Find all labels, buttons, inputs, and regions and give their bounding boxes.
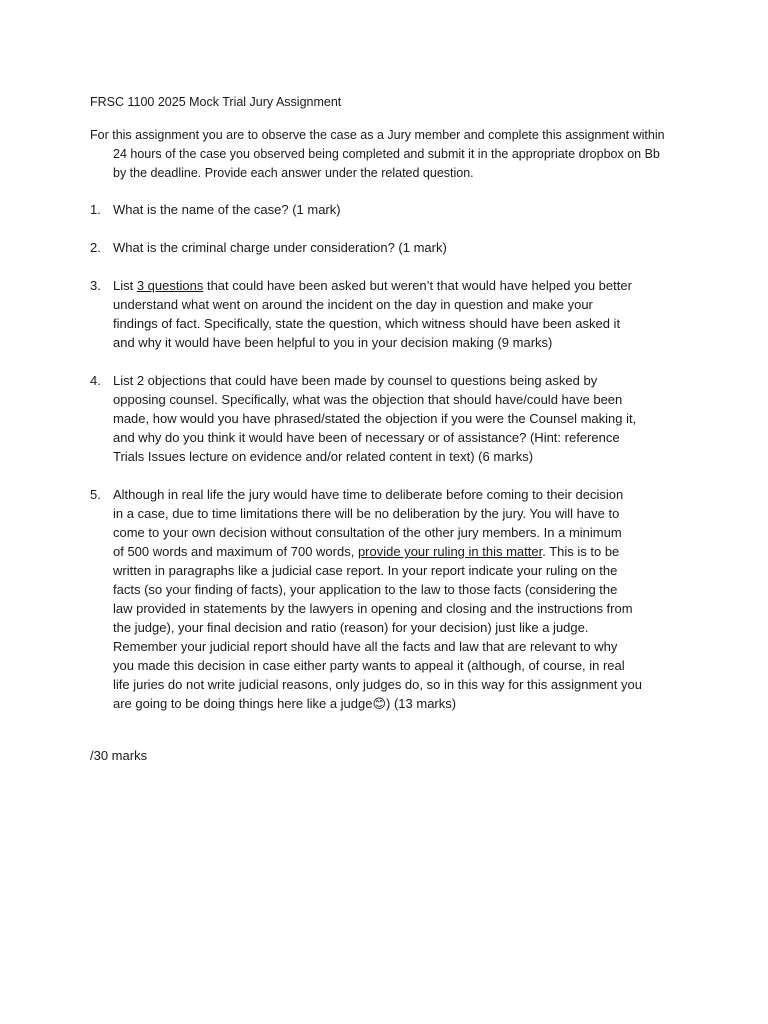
intro-line: by the deadline. Provide each answer under the related question. — [113, 166, 474, 180]
question-number: 2. — [90, 240, 101, 255]
question-text-line: in a case, due to time limitations there will be no deliberation by the jury. You will have to — [113, 506, 620, 521]
question-5 — [90, 485, 690, 713]
question-text-line — [113, 542, 690, 561]
question-text: What is the criminal charge under consideration? (1 mark) — [113, 240, 447, 255]
question-text-line: you made this decision in case either party wants to appeal it (although, of course, in real — [113, 658, 625, 673]
question-text-line: Remember your judicial report should have all the facts and law that are relevant to why — [113, 639, 618, 654]
question-text-line: come to your own decision without consultation of the other jury members. In a minimum — [113, 525, 622, 540]
question-text-line: life juries do not write judicial reasons, only judges do, so in this way for this assignment you — [113, 677, 642, 692]
question-number: 4. — [90, 373, 101, 388]
question-text-line — [113, 276, 690, 295]
question-text-segment: . This is to be — [542, 544, 620, 559]
question-text: What is the name of the case? (1 mark) — [113, 202, 341, 217]
question-3 — [90, 276, 690, 352]
question-text-line: Although in real life the jury would have time to deliberate before coming to their decision — [113, 487, 624, 502]
underlined-phrase: provide your ruling in this matter — [357, 544, 543, 559]
question-1 — [90, 200, 690, 219]
question-text-line: written in paragraphs like a judicial case report. In your report indicate your ruling on the — [113, 563, 618, 578]
question-text-segment: of 500 words and maximum of 700 words, — [113, 544, 358, 559]
question-2 — [90, 238, 690, 257]
intro-paragraph — [90, 126, 680, 183]
question-4 — [90, 371, 690, 466]
question-text-line: findings of fact. Specifically, state the question, which witness should have been asked it — [113, 316, 621, 331]
question-text-line: understand what went on around the incident on the day in question and make your — [113, 297, 593, 312]
question-number: 5. — [90, 487, 101, 502]
question-text-line: and why it would have been helpful to you in your decision making (9 marks) — [113, 335, 553, 350]
question-text-line: made, how would you have phrased/stated the objection if you were the Counsel making it, — [113, 411, 637, 426]
page-title: FRSC 1100 2025 Mock Trial Jury Assignment — [90, 95, 342, 109]
question-number: 1. — [90, 202, 101, 217]
question-text-segment: that could have been asked but weren’t that would have helped you better — [203, 278, 632, 293]
total-marks: /30 marks — [90, 748, 148, 763]
underlined-phrase: 3 questions — [136, 278, 204, 293]
question-text-segment: List — [113, 278, 137, 293]
question-number: 3. — [90, 278, 101, 293]
intro-line: For this assignment you are to observe the case as a Jury member and complete this assignment within — [90, 128, 665, 142]
intro-line: 24 hours of the case you observed being completed and submit it in the appropriate dropbox on Bb — [113, 147, 660, 161]
question-text-line: Trials Issues lecture on evidence and/or related content in text) (6 marks) — [113, 449, 534, 464]
question-text-line: and why do you think it would have been of necessary or of assistance? (Hint: reference — [113, 430, 620, 445]
question-text-line: are going to be doing things here like a judge😊) (13 marks) — [113, 696, 457, 711]
question-text-line: the judge), your final decision and ratio (reason) for your decision) just like a judge. — [113, 620, 589, 635]
question-text-line: List 2 objections that could have been made by counsel to questions being asked by — [113, 373, 598, 388]
question-text-line: opposing counsel. Specifically, what was the objection that should have/could have been — [113, 392, 623, 407]
question-text-line: law provided in statements by the lawyers in opening and closing and the instructions from — [113, 601, 633, 616]
question-text-line: facts (so your finding of facts), your application to the law to those facts (considering the — [113, 582, 618, 597]
